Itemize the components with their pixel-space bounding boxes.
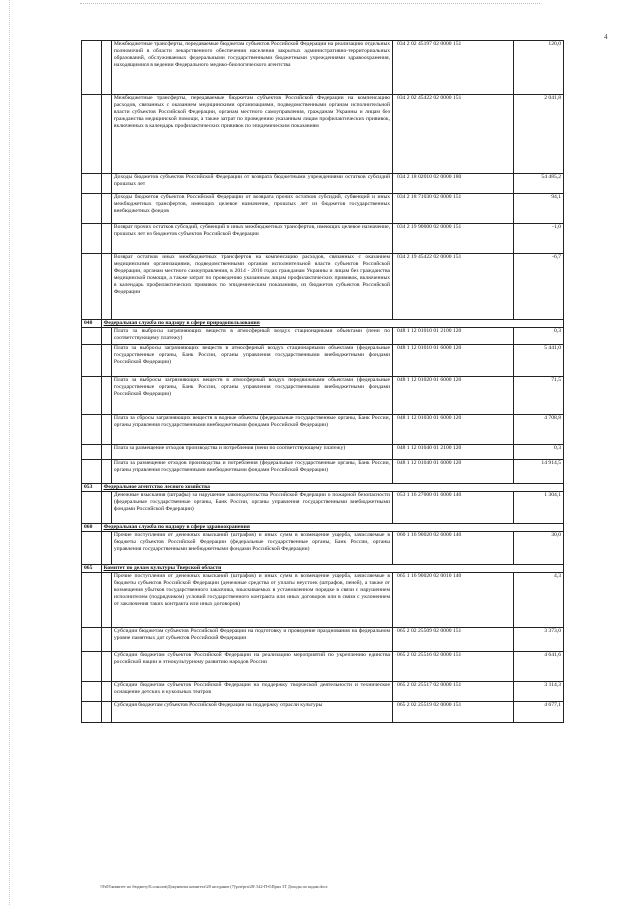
table-row	[82, 415, 564, 445]
amount: 2 041,8	[513, 95, 563, 174]
amount: 4 641,6	[513, 652, 563, 682]
table-row	[82, 345, 564, 377]
table-row	[82, 652, 564, 682]
section-title: Федеральное агентство лесного хозяйства	[101, 484, 563, 492]
empty-cell	[82, 682, 102, 702]
amount: 4,3	[513, 573, 563, 628]
table-row	[82, 702, 564, 723]
amount: 0,3	[513, 328, 563, 345]
empty-cell	[82, 628, 102, 652]
amount: 3 373,0	[513, 628, 563, 652]
section-code: 060	[82, 524, 102, 532]
section-code: 065	[82, 565, 102, 573]
budget-classification-code: 065 2 02 25517 02 0000 151	[393, 682, 514, 702]
empty-cell	[101, 345, 111, 377]
budget-classification-code: 060 1 16 90020 02 6000 140	[393, 532, 514, 565]
table-row	[82, 492, 564, 524]
revenue-description: Возврат остатков иных межбюджетных трансфертов на компенсацию расходов, связанных с оказанием медицинскими организациями, подведомственными органам исполнительной власти субъектов Российской Федерации, органам местного самоуправления, в 2014 - 2016 годах гражданам Украины и лицам без гражданства медицинской помощи, а также затрат по проведению указанным лицам профилактических прививок, включенных в календарь профилактических прививок по эпидемическим показаниям, из бюджетов субъектов Российской Федерации	[111, 254, 392, 320]
empty-cell	[82, 194, 102, 224]
revenue-description: Возврат прочих остатков субсидий, субвенций и иных межбюджетных трансфертов, имеющих целевое назначение, прошлых лет из бюджетов субъектов Российской Федерации	[111, 224, 392, 254]
amount: -1,0	[513, 224, 563, 254]
table-row	[82, 532, 564, 565]
revenue-description: Плата за размещение отходов производства и потребления (пени по соответствующему платежу)	[111, 445, 392, 460]
scan-margin-line	[9, 0, 11, 905]
amount: 3 114,3	[513, 682, 563, 702]
budget-classification-code: 065 2 02 25519 02 0000 151	[393, 702, 514, 723]
budget-classification-code: 034 2 02 45422 02 0000 151	[393, 95, 514, 174]
budget-classification-code: 034 2 18 02010 02 0000 180	[393, 174, 514, 194]
empty-cell	[101, 415, 111, 445]
revenue-table	[81, 40, 564, 723]
amount: 14 914,5	[513, 460, 563, 484]
table-row	[82, 573, 564, 628]
table-row	[82, 224, 564, 254]
budget-classification-code: 034 2 02 45197 02 0000 151	[393, 41, 514, 95]
budget-classification-code: 048 1 12 01010 01 2100 120	[393, 328, 514, 345]
budget-classification-code: 034 2 19 90000 02 0000 151	[393, 224, 514, 254]
amount: 30,0	[513, 532, 563, 565]
empty-cell	[82, 702, 102, 723]
budget-classification-code: 065 2 02 25516 02 0000 151	[393, 652, 514, 682]
table-row	[82, 445, 564, 460]
empty-cell	[101, 194, 111, 224]
empty-cell	[82, 492, 102, 524]
table-row	[82, 95, 564, 174]
revenue-description: Плата за сбросы загрязняющих веществ в водные объекты (федеральные государственные органы, Банк России, органы управления государственными внебюджетными фондами Российской Федерации)	[111, 415, 392, 445]
revenue-description: Межбюджетные трансферты, передаваемые бюджетам субъектов Российской Федерации на реализацию отдельных полномочий в области лекарственного обеспечения населения закрытых административно-территориальных образований, обслуживаемых федеральными государственными бюджетными учреждениями здравоохранения, находящимися в ведении Федерального медико-биологического агентства	[111, 41, 392, 95]
revenue-description: Плата за выбросы загрязняющих веществ в атмосферный воздух стационарными объектами (федеральные государственные органы, Банк России, органы управления государственными внебюджетными фондами Российской Федерации)	[111, 345, 392, 377]
amount: 1 304,1	[513, 492, 563, 524]
amount: 5 441,0	[513, 345, 563, 377]
amount: 0,3	[513, 445, 563, 460]
empty-cell	[101, 652, 111, 682]
empty-cell	[82, 415, 102, 445]
empty-cell	[82, 652, 102, 682]
budget-classification-code: 048 1 12 01030 01 6000 120	[393, 415, 514, 445]
revenue-description: Доходы бюджетов субъектов Российской Федерации от возврата бюджетными учреждениями остатков субсидий прошлых лет	[111, 174, 392, 194]
empty-cell	[101, 628, 111, 652]
table-row	[82, 41, 564, 95]
empty-cell	[101, 445, 111, 460]
empty-cell	[82, 328, 102, 345]
section-row	[82, 320, 564, 328]
empty-cell	[82, 174, 102, 194]
revenue-description: Прочие поступления от денежных взысканий (штрафов) и иных сумм в возмещение ущерба, зачисляемые в бюджеты субъектов Российской Федерации (федеральные государственные органы, Банк России, органы управления государственными внебюджетными фондами Российской Федерации)	[111, 532, 392, 565]
empty-cell	[82, 41, 102, 95]
revenue-description: Субсидии бюджетам субъектов Российской Федерации на поддержку творческой деятельности и техническое оснащение детских и кукольных театров	[111, 682, 392, 702]
section-title: Федеральная служба по надзору в сфере здравоохранения	[101, 524, 563, 532]
amount: 120,0	[513, 41, 563, 95]
empty-cell	[82, 460, 102, 484]
footer-file-path: \\Fs03\комитет по бюджету\Б.соколов\Документы комитета\28 заседание (7)\prn\prn\28\ 542-П-6\Прил 3Т Доходы по кодам.docx	[100, 884, 328, 889]
budget-classification-code: 034 2 18 71030 02 0000 151	[393, 194, 514, 224]
section-row	[82, 524, 564, 532]
empty-cell	[82, 345, 102, 377]
budget-classification-code: 034 2 19 45422 02 0000 151	[393, 254, 514, 320]
empty-cell	[101, 682, 111, 702]
revenue-description: Субсидии бюджетам субъектов Российской Федерации на реализацию мероприятий по укреплению единства российской нации и этнокультурному развитию народов России	[111, 652, 392, 682]
table-row	[82, 174, 564, 194]
amount: 4 708,8	[513, 415, 563, 445]
amount: 71,5	[513, 377, 563, 415]
empty-cell	[101, 328, 111, 345]
empty-cell	[101, 460, 111, 484]
table-row	[82, 628, 564, 652]
empty-cell	[82, 95, 102, 174]
section-title: Федеральная служба по надзору в сфере природопользования	[101, 320, 563, 328]
empty-cell	[101, 41, 111, 95]
table-row	[82, 377, 564, 415]
table-row	[82, 254, 564, 320]
budget-classification-code: 065 1 16 90020 02 0010 140	[393, 573, 514, 628]
section-row	[82, 565, 564, 573]
revenue-description: Субсидии бюджетам субъектов Российской Федерации на подготовку и проведение празднования на федеральном уровне памятных дат субъектов Российской Федерации	[111, 628, 392, 652]
empty-cell	[101, 224, 111, 254]
revenue-description: Денежные взыскания (штрафы) за нарушение законодательства Российской Федерации о пожарной безопасности (федеральные государственные органы, Банк России, органы управления государственными внебюджетными фондами Российской Федерации)	[111, 492, 392, 524]
table-row	[82, 328, 564, 345]
empty-cell	[101, 532, 111, 565]
empty-cell	[101, 702, 111, 723]
amount: -6,7	[513, 254, 563, 320]
budget-classification-code: 048 1 12 01010 01 6000 120	[393, 345, 514, 377]
budget-classification-code: 048 1 12 01020 01 6000 120	[393, 377, 514, 415]
amount: 4 677,1	[513, 702, 563, 723]
empty-cell	[82, 532, 102, 565]
revenue-description: Прочие поступления от денежных взысканий (штрафов) и иных сумм в возмещение ущерба, зачисляемые в бюджеты субъектов Российской Федерации (денежные средства от уплаты неустоек (штрафов, пеней), а также от возмещения убытков государственного заказчика, взыскиваемых в установленном порядке в связи с нарушением исполнителем (подрядчиком) условий государственного контракта или иных договоров или в связи с уклонением от заключения таких контракта или иных договоров)	[111, 573, 392, 628]
table-row	[82, 460, 564, 484]
empty-cell	[101, 174, 111, 194]
section-title: Комитет по делам культуры Тверской области	[101, 565, 563, 573]
budget-classification-code: 048 1 12 01040 01 6000 120	[393, 460, 514, 484]
amount: 54 485,2	[513, 174, 563, 194]
revenue-description: Межбюджетные трансферты, передаваемые бюджетам субъектов Российской Федерации на компенсацию расходов, связанных с оказанием медицинскими организациями, подведомственными органам исполнительной власти субъектов Российской Федерации, органам местного самоуправления, гражданам Украины и лицам без гражданства медицинской помощи, а также затрат по проведению указанным лицам профилактических прививок, включенных в календарь профилактических прививок по эпидемическим показаниям	[111, 95, 392, 174]
budget-classification-code: 065 2 02 25509 02 0000 151	[393, 628, 514, 652]
empty-cell	[82, 573, 102, 628]
revenue-description: Плата за размещение отходов производства и потребления (федеральные государственные органы, Банк России, органы управления государственными внебюджетными фондами Российской Федерации)	[111, 460, 392, 484]
table-row	[82, 194, 564, 224]
revenue-description: Субсидия бюджетам субъектов Российской Федерации на поддержку отрасли культуры	[111, 702, 392, 723]
empty-cell	[82, 377, 102, 415]
empty-cell	[101, 573, 111, 628]
empty-cell	[82, 445, 102, 460]
revenue-description: Доходы бюджетов субъектов Российской Федерации от возврата прочих остатков субсидий, субвенций и иных межбюджетных трансфертов, имеющих целевое назначение, прошлых лет из бюджетов государственных внебюджетных фондов	[111, 194, 392, 224]
empty-cell	[101, 254, 111, 320]
empty-cell	[101, 95, 111, 174]
revenue-description: Плата за выбросы загрязняющих веществ в атмосферный воздух передвижными объектами (федеральные государственные органы, Банк России, органы управления государственными внебюджетными фондами Российской Федерации)	[111, 377, 392, 415]
scan-artifact	[80, 3, 540, 6]
section-code: 053	[82, 484, 102, 492]
page-number: 4	[604, 33, 608, 41]
amount: 94,1	[513, 194, 563, 224]
budget-classification-code: 048 1 12 01040 01 2100 120	[393, 445, 514, 460]
empty-cell	[82, 254, 102, 320]
empty-cell	[101, 377, 111, 415]
empty-cell	[101, 492, 111, 524]
section-row	[82, 484, 564, 492]
section-code: 048	[82, 320, 102, 328]
table-row	[82, 682, 564, 702]
budget-classification-code: 053 1 16 27000 01 6000 140	[393, 492, 514, 524]
empty-cell	[82, 224, 102, 254]
revenue-description: Плата за выбросы загрязняющих веществ в атмосферный воздух стационарными объектами (пени по соответствующему платежу)	[111, 328, 392, 345]
